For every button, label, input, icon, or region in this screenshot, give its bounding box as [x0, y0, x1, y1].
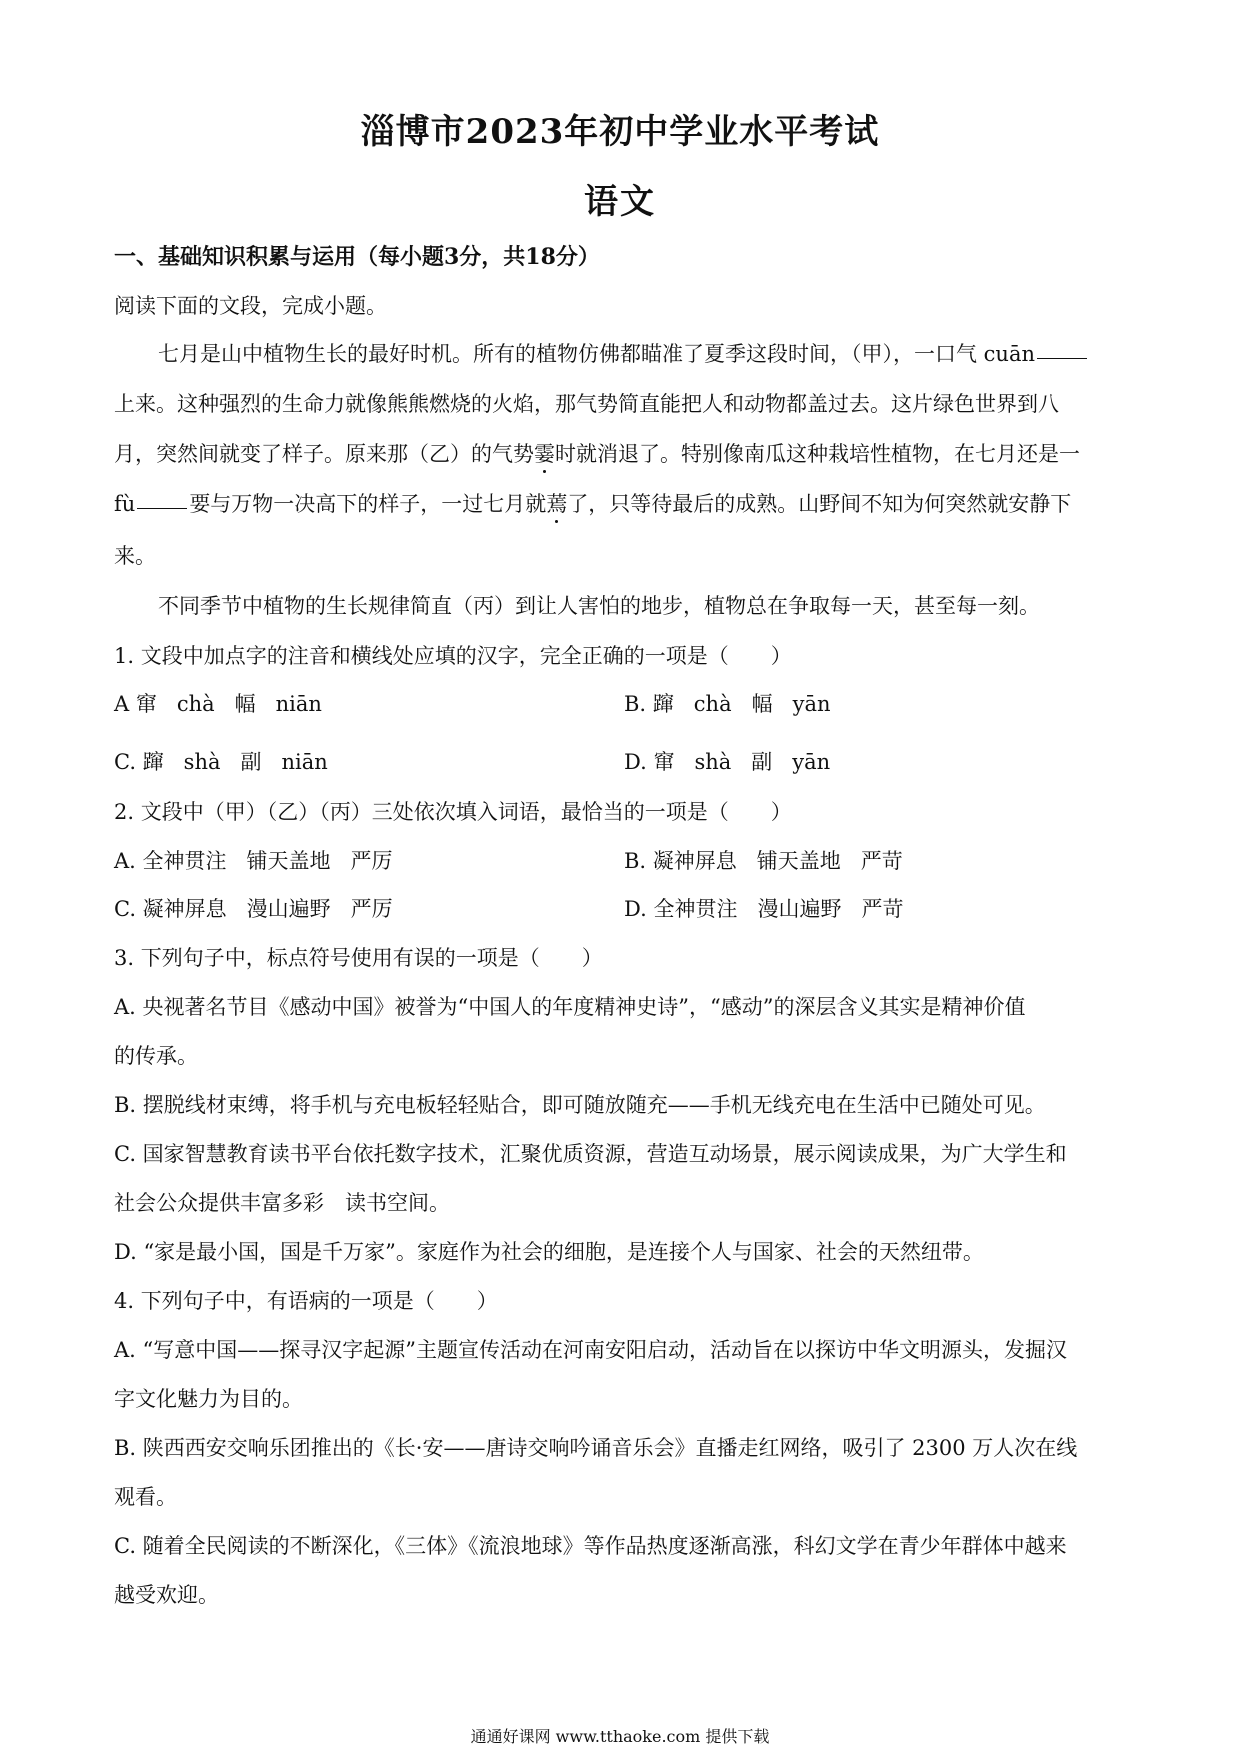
- footer-watermark: 通通好课网 www.tthaoke.com 提供下载: [470, 1727, 770, 1746]
- option-a: A. 央视著名节目《感动中国》被誉为“中国人的年度精神史诗”，“感动”的深层含义其实是精神价值: [114, 995, 1026, 1019]
- passage-line: [114, 438, 1080, 468]
- passage-text: 时就消退了。特别像南瓜这种栽培性植物，在七月还是一: [555, 442, 1080, 466]
- instruction-text: 阅读下面的文段，完成小题。: [114, 294, 387, 318]
- option-a: A. “写意中国——探寻汉字起源”主题宣传活动在河南安阳启动，活动旨在以探访中华文明源头，发掘汉: [114, 1338, 1067, 1362]
- option-a: A. 全神贯注 铺天盖地 严厉: [114, 849, 393, 873]
- option-b: B. 凝神屏息 铺天盖地 严苛: [624, 849, 903, 873]
- option-b: B. 陕西西安交响乐团推出的《长·安——唐诗交响吟诵音乐会》直播走红网络，吸引了 2300 万人次在线: [114, 1436, 1078, 1460]
- question-stem: 4. 下列句子中，有语病的一项是（ ）: [114, 1289, 498, 1313]
- answer-blank: [1037, 357, 1087, 359]
- option-d: D. “家是最小国，国是千万家”。家庭作为社会的细胞，是连接个人与国家、社会的天然纽带。: [114, 1240, 984, 1264]
- option-d: D. 全神贯注 漫山遍野 严苛: [624, 897, 904, 921]
- subject-title: 语文: [584, 182, 656, 222]
- pinyin-text: fù: [114, 492, 136, 516]
- exam-title: 淄博市2023年初中学业水平考试: [360, 112, 880, 152]
- option-b: B. 蹿 chà 幅 yān: [624, 692, 831, 716]
- passage-text: 七月是山中植物生长的最好时机。所有的植物仿佛都瞄准了夏季这段时间，（甲），一口气 cuān: [158, 342, 1036, 366]
- option-d: D. 窜 shà 副 yān: [624, 750, 831, 774]
- option-c: C. 蹿 shà 副 niān: [114, 750, 328, 774]
- passage-line: 不同季节中植物的生长规律简直（丙）到让人害怕的地步，植物总在争取每一天，甚至每一刻。: [158, 594, 1040, 618]
- passage-text: 要与万物一决高下的样子，一过七月就: [189, 492, 547, 516]
- question-stem: 2. 文段中（甲）（乙）（丙）三处依次填入词语，最恰当的一项是（ ）: [114, 800, 792, 824]
- dotted-char: 蔫: [546, 492, 568, 516]
- answer-blank: [137, 507, 187, 509]
- option-c: C. 凝神屏息 漫山遍野 严厉: [114, 897, 393, 921]
- option-c-cont: 越受欢迎。: [114, 1583, 219, 1607]
- passage-line: 来。: [114, 544, 156, 568]
- question-stem: 3. 下列句子中，标点符号使用有误的一项是（ ）: [114, 946, 603, 970]
- option-a-cont: 的传承。: [114, 1044, 198, 1068]
- question-stem: 1. 文段中加点字的注音和横线处应填的汉字，完全正确的一项是（ ）: [114, 644, 792, 668]
- passage-line: [114, 488, 1071, 518]
- option-a-cont: 字文化魅力为目的。: [114, 1387, 303, 1411]
- option-c: C. 国家智慧教育读书平台依托数字技术，汇聚优质资源，营造互动场景，展示阅读成果，为广大学生和: [114, 1142, 1067, 1166]
- option-c-cont: 社会公众提供丰富多彩 读书空间。: [114, 1191, 450, 1215]
- passage-text: 了，只等待最后的成熟。山野间不知为何突然就安静下: [567, 492, 1072, 516]
- option-b: B. 摆脱线材束缚，将手机与充电板轻轻贴合，即可随放随充——手机无线充电在生活中已随处可见。: [114, 1093, 1046, 1117]
- dotted-char: 霎: [534, 442, 555, 466]
- section-heading: 一、基础知识积累与运用（每小题3分，共18分）: [114, 244, 600, 270]
- option-c: C. 随着全民阅读的不断深化，《三体》《流浪地球》等作品热度逐渐高涨，科幻文学在青少年群体中越来: [114, 1534, 1067, 1558]
- passage-line: [158, 338, 1089, 368]
- passage-text: 月，突然间就变了样子。原来那（乙）的气势: [114, 442, 534, 466]
- option-a: A 窜 chà 幅 niān: [114, 692, 322, 716]
- option-b-cont: 观看。: [114, 1485, 177, 1509]
- passage-line: 上来。这种强烈的生命力就像熊熊燃烧的火焰，那气势简直能把人和动物都盖过去。这片绿色世界到八: [114, 392, 1059, 416]
